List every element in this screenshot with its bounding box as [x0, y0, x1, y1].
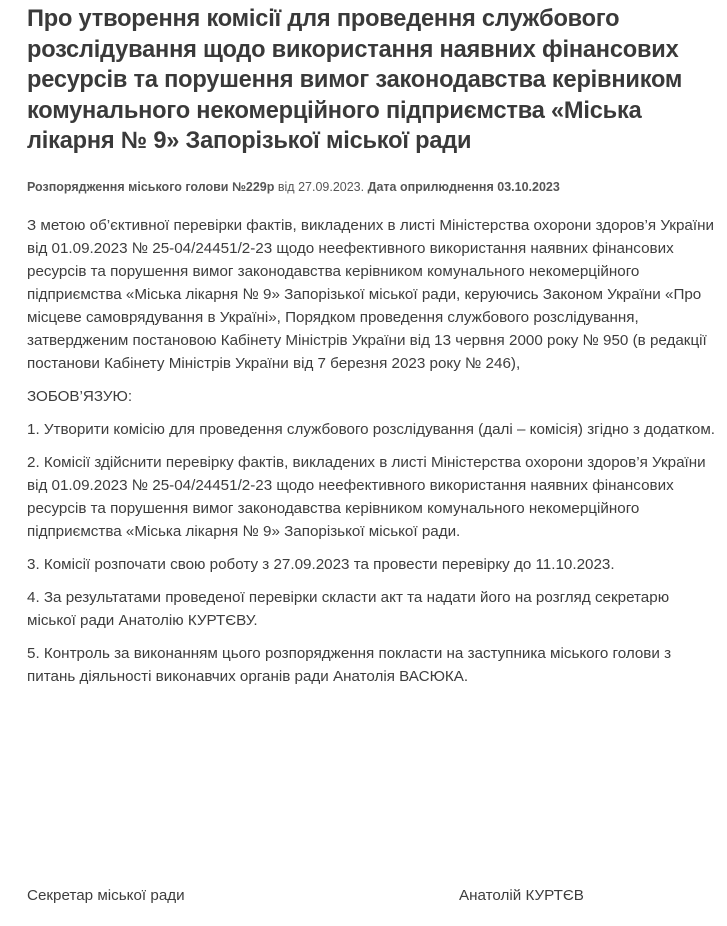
- order-item-5: 5. Контроль за виконанням цього розпорядження покласти на заступника міського голови з питань діяльності виконавчих органів ради Анатолія ВАСЮКА.: [27, 644, 672, 685]
- order-item-1: 1. Утворити комісію для проведення службового розслідування (далі – комісія) згідно з додатком.: [27, 420, 716, 438]
- order-item-2: 2. Комісії здійснити перевірку фактів, викладених в листі Міністерства охорони здоров’я України від 01.09.2023 № 25-04/24451/2-23 щодо неефективного використання наявних фінансових ресурсів та порушення вимог законодавства керівником комунального некомерційного підприємства «Міська лікарня № 9» Запорізької міської ради.: [27, 453, 706, 540]
- order-item-3: 3. Комісії розпочати свою роботу з 27.09.2023 та провести перевірку до 11.10.2023.: [27, 555, 615, 573]
- document-body: [27, 214, 717, 688]
- signatory-name: Анатолій КУРТЄВ: [459, 887, 584, 904]
- document-meta: [27, 179, 717, 195]
- signatory-position: Секретар міської ради: [27, 887, 185, 904]
- order-word: ЗОБОВ’ЯЗУЮ:: [27, 387, 133, 405]
- order-date: 27.09.2023: [298, 179, 361, 194]
- preamble-paragraph: З метою об’єктивної перевірки фактів, викладених в листі Міністерства охорони здоров’я України від 01.09.2023 № 25-04/24451/2-23 щодо неефективного використання наявних фінансових ресурсів та порушення вимог законодавства керівником комунального некомерційного підприємства «Міська лікарня № 9» Запорізької міської ради, керуючись Законом України «Про місцеве самоврядування в Україні», Порядком проведення службового розслідування, затвердженим постановою Кабінету Міністрів України від 13 червня 2000 року № 950 (в редакції постанови Кабінету Міністрів України від 7 березня 2023 року № 246),: [27, 216, 714, 372]
- publication-date: Дата оприлюднення 03.10.2023: [367, 179, 560, 194]
- document-page: [27, 0, 717, 698]
- order-from-word: від: [274, 179, 299, 194]
- meta-separator: .: [360, 179, 368, 194]
- order-item-4: 4. За результатами проведеної перевірки скласти акт та надати його на розгляд секретарю міської ради Анатолію КУРТЄВУ.: [27, 588, 670, 629]
- document-title: Про утворення комісії для проведення службового розслідування щодо використання наявних фінансових ресурсів та порушення вимог законодавства керівником комунального некомерційного підприємства «Міська лікарня № 9» Запорізької міської ради: [27, 6, 683, 154]
- order-number-label: Розпорядження міського голови №229р: [27, 179, 275, 194]
